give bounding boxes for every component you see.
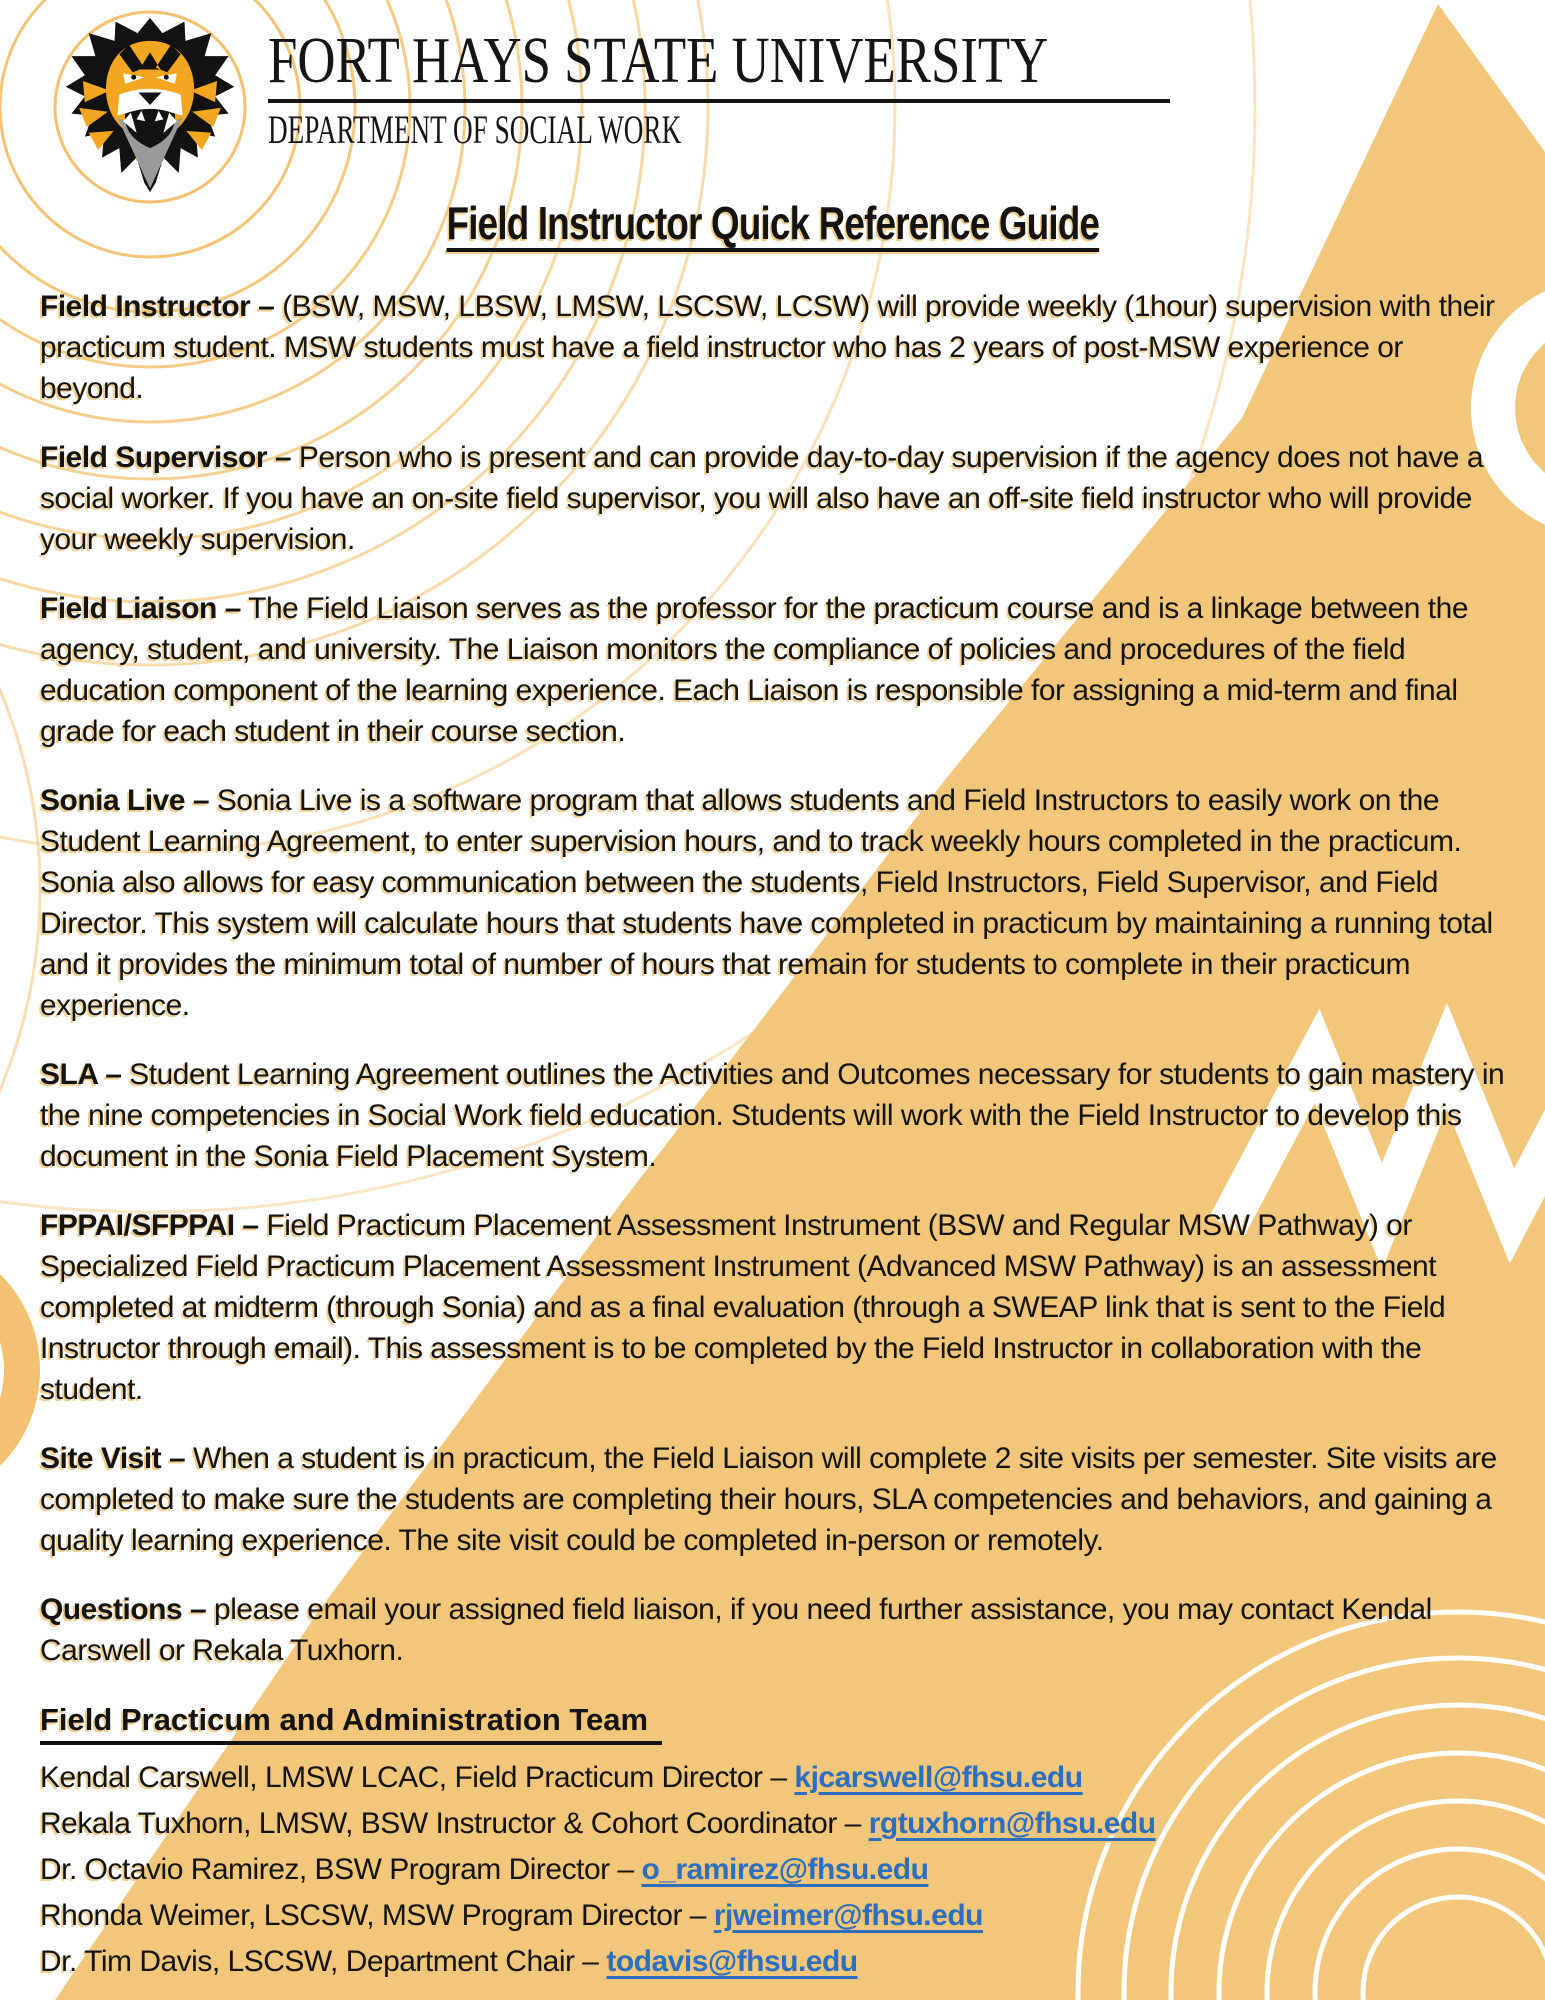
university-name: FORT HAYS STATE UNIVERSITY xyxy=(268,24,1049,97)
team-member-line xyxy=(40,1893,1510,1939)
definition-text: (BSW, MSW, LBSW, LMSW, LSCSW, LCSW) will provide weekly (1hour) supervision with their practicum student. MSW students must have a field instructor who has 2 years of post-MSW experience or beyond. xyxy=(40,290,1495,405)
email-link[interactable]: rgtuxhorn@fhsu.edu xyxy=(868,1807,1156,1840)
definition-term: SLA – xyxy=(40,1058,122,1091)
member-text: Rhonda Weimer, LSCSW, MSW Program Director – xyxy=(40,1899,714,1932)
definition-term: Field Liaison – xyxy=(40,592,241,625)
department-name: DEPARTMENT OF SOCIAL WORK xyxy=(268,107,682,152)
definition-text: Person who is present and can provide day-to-day supervision if the agency does not have a social worker. If you have an on-site field supervisor, you will also have an off-site field instructor who will provide your weekly supervision. xyxy=(40,441,1484,556)
definition-paragraph xyxy=(40,437,1510,560)
member-text: Kendal Carswell, LMSW LCAC, Field Practicum Director – xyxy=(40,1761,795,1794)
team-list xyxy=(40,1755,1510,1985)
team-member-line xyxy=(40,1847,1510,1893)
definition-term: Field Instructor – xyxy=(40,290,275,323)
definition-text: The Field Liaison serves as the professor for the practicum course and is a linkage between the agency, student, and university. The Liaison monitors the compliance of policies and procedures of the field education component of the learning experience. Each Liaison is responsible for assigning a mid-term and final grade for each student in their course section. xyxy=(40,592,1469,748)
team-member-line xyxy=(40,1755,1510,1801)
definition-text: Student Learning Agreement outlines the Activities and Outcomes necessary for students to gain mastery in the nine competencies in Social Work field education. Students will work with the Field Instructor to develop this document in the Sonia Field Placement System. xyxy=(40,1058,1505,1173)
member-text: Dr. Tim Davis, LSCSW, Department Chair – xyxy=(40,1945,607,1978)
definition-paragraph xyxy=(40,588,1510,752)
wordmark-divider xyxy=(268,99,1170,103)
email-link[interactable]: todavis@fhsu.edu xyxy=(606,1945,858,1978)
email-link[interactable]: rjweimer@fhsu.edu xyxy=(713,1899,983,1932)
definition-term: FPPAI/SFPPAI – xyxy=(40,1209,259,1242)
member-text: Dr. Octavio Ramirez, BSW Program Director – xyxy=(40,1853,642,1886)
team-member-line xyxy=(40,1801,1510,1847)
definition-term: Questions – xyxy=(40,1593,207,1626)
page-title: Field Instructor Quick Reference Guide xyxy=(446,197,1099,249)
definition-text: please email your assigned field liaison, if you need further assistance, you may contact Kendal Carswell or Rekala Tuxhorn. xyxy=(40,1593,1432,1667)
definition-paragraph xyxy=(40,286,1510,409)
definition-text: Field Practicum Placement Assessment Instrument (BSW and Regular MSW Pathway) or Specialized Field Practicum Placement Assessment Instrument (Advanced MSW Pathway) is an assessment completed at midterm (through Sonia) and as a final evaluation (through a SWEAP link that is sent to the Field Instructor through email). This assessment is to be completed by the Field Instructor in collaboration with the student. xyxy=(40,1209,1446,1406)
definition-paragraph xyxy=(40,780,1510,1026)
definition-paragraph xyxy=(40,1205,1510,1410)
email-link[interactable]: o_ramirez@fhsu.edu xyxy=(641,1853,929,1886)
definition-term: Sonia Live – xyxy=(40,784,210,817)
team-heading-row xyxy=(40,1699,1510,1745)
fhsu-tiger-logo-icon xyxy=(62,14,238,196)
definition-text: When a student is in practicum, the Field Liaison will complete 2 site visits per semester. Site visits are completed to make sure the students are completing their hours, SLA competencies and behaviors, and gaining a quality learning experience. The site visit could be completed in-person or remotely. xyxy=(40,1442,1497,1557)
definitions-list xyxy=(40,286,1510,1671)
definition-paragraph xyxy=(40,1438,1510,1561)
team-member-line xyxy=(40,1939,1510,1985)
email-link[interactable]: kjcarswell@fhsu.edu xyxy=(794,1761,1083,1794)
definition-term: Field Supervisor – xyxy=(40,441,292,474)
member-text: Rekala Tuxhorn, LMSW, BSW Instructor & Cohort Coordinator – xyxy=(40,1807,869,1840)
definition-text: Sonia Live is a software program that allows students and Field Instructors to easily work on the Student Learning Agreement, to enter supervision hours, and to track weekly hours completed in the practicum. Sonia also allows for easy communication between the students, Field Instructors, Field Supervisor, and Field Director. This system will calculate hours that students have completed in practicum by maintaining a running total and it provides the minimum total of number of hours that remain for students to complete in their practicum experience. xyxy=(40,784,1493,1022)
team-heading: Field Practicum and Administration Team xyxy=(40,1699,662,1745)
definition-paragraph xyxy=(40,1589,1510,1671)
document-body xyxy=(40,286,1510,1985)
definition-term: Site Visit – xyxy=(40,1442,186,1475)
header-wordmark xyxy=(268,24,1243,152)
definition-paragraph xyxy=(40,1054,1510,1177)
